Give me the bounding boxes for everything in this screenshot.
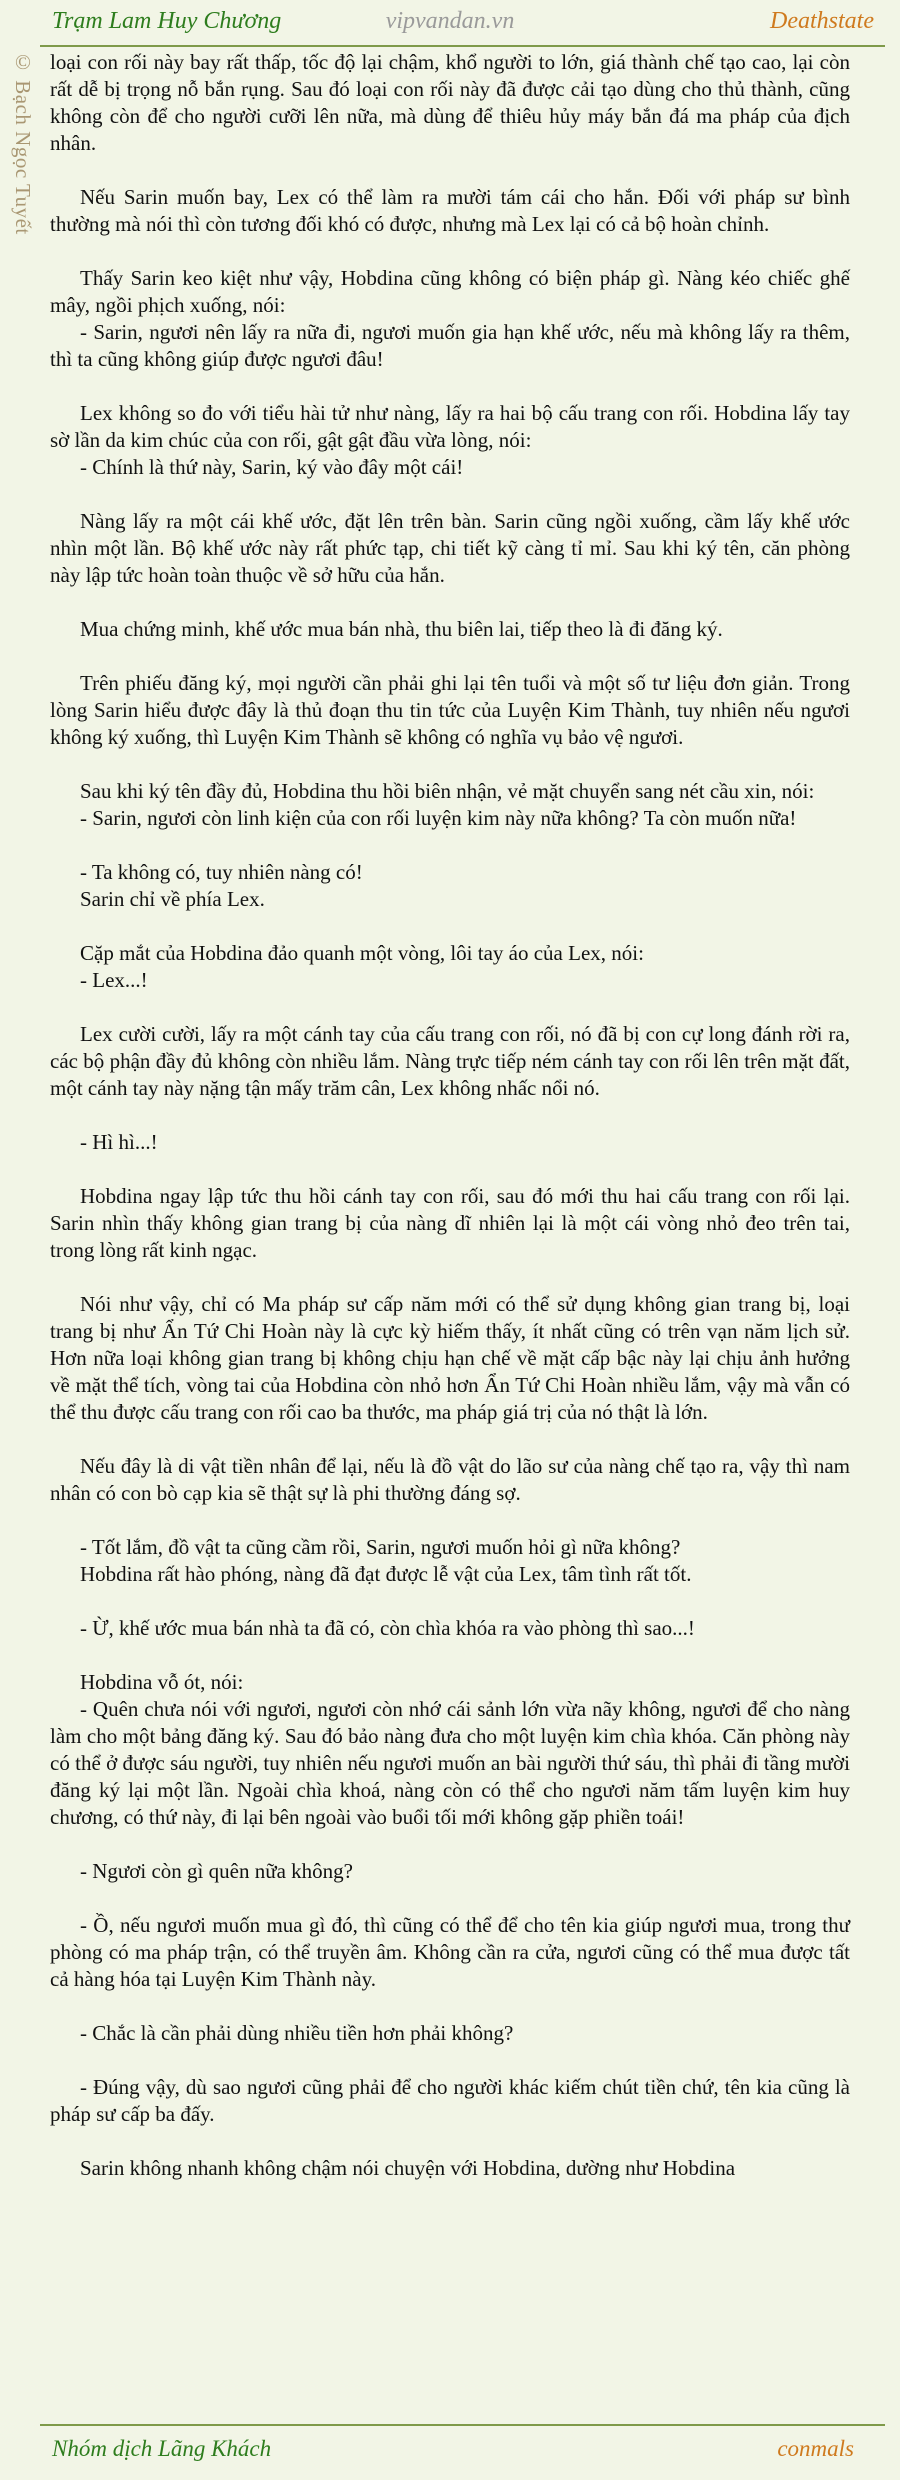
paragraph bbox=[50, 778, 850, 832]
paragraph bbox=[50, 400, 850, 481]
paragraph-line: - Hì hì...! bbox=[80, 1130, 158, 1154]
copyright-sidebar bbox=[10, 50, 36, 350]
paragraph-line: - Quên chưa nói với ngươi, ngươi còn nhớ cái sảnh lớn vừa nãy không, ngươi để cho nàng làm cho một bảng đăng ký. Sau đó bảo nàng đưa cho một luyện kim chìa khóa. Căn phòng này có thể ở được sáu người, tuy nhiên nếu ngươi muốn an bài người thứ sáu, thì phải đi tầng mười đăng ký lại một lần. Ngoài chìa khoá, nàng còn có thể cho ngươi năm tấm luyện kim huy chương, có thứ này, đi lại bên ngoài vào buổi tối mới không gặp phiền toái! bbox=[50, 1697, 850, 1829]
footer-translator-group: Nhóm dịch Lãng Khách bbox=[52, 2436, 272, 2461]
paragraph-line: - Sarin, ngươi nên lấy ra nữa đi, ngươi muốn gia hạn khế ước, nếu mà không lấy ra thêm, thì ta cũng không giúp được ngươi đâu! bbox=[50, 320, 850, 371]
paragraph-line: Thấy Sarin keo kiệt như vậy, Hobdina cũng không có biện pháp gì. Nàng kéo chiếc ghế mây, ngồi phịch xuống, nói: bbox=[50, 266, 850, 317]
paragraph bbox=[50, 508, 850, 589]
paragraph-line: - Chính là thứ này, Sarin, ký vào đây một cái! bbox=[80, 455, 464, 479]
paragraph-line: Nếu đây là di vật tiền nhân để lại, nếu là đồ vật do lão sư của nàng chế tạo ra, vậy thì nam nhân có con bò cạp kia sẽ thật sự là phi thường đáng sợ. bbox=[50, 1454, 850, 1505]
paragraph-line: Lex không so đo với tiểu hài tử như nàng, lấy ra hai bộ cấu trang con rối. Hobdina lấy tay sờ lần da kim chúc của con rối, gật gật đầu vừa lòng, nói: bbox=[50, 401, 850, 452]
paragraph-line: - Sarin, ngươi còn linh kiện của con rối luyện kim này nữa không? Ta còn muốn nữa! bbox=[80, 806, 797, 830]
paragraph bbox=[50, 1021, 850, 1102]
paragraph bbox=[50, 1129, 850, 1156]
paragraph-line: Nàng lấy ra một cái khế ước, đặt lên trên bàn. Sarin cũng ngồi xuống, cầm lấy khế ước nhìn một lần. Bộ khế ước này rất phức tạp, chi tiết kỹ càng tỉ mỉ. Sau khi ký tên, căn phòng này lập tức hoàn toàn thuộc về sở hữu của hắn. bbox=[50, 509, 850, 587]
paragraph-line: loại con rối này bay rất thấp, tốc độ lại chậm, khổ người to lớn, giá thành chế tạo cao, lại còn rất dễ bị trọng nỗ bắn rụng. Sau đó loại con rối này đã được cải tạo dùng cho thủ thành, cũng không còn để cho người cưỡi lên nữa, mà dùng để thiêu hủy máy bắn đá ma pháp của địch nhân. bbox=[50, 50, 850, 155]
header-site-name: Trạm Lam Huy Chương bbox=[52, 8, 282, 34]
chapter-body bbox=[50, 49, 850, 2209]
paragraph-line: Nói như vậy, chỉ có Ma pháp sư cấp năm mới có thể sử dụng không gian trang bị, loại trang bị như Ẩn Tứ Chi Hoàn này là cực kỳ hiếm thấy, ít nhất cũng có trên vạn năm lịch sử. Hơn nữa loại không gian trang bị không chịu hạn chế về mặt cấp bậc này lại chịu ảnh hưởng về mặt thể tích, vòng tai của Hobdina còn nhỏ hơn Ẩn Tứ Chi Hoàn nhiều lắm, vậy mà vẫn có thể thu được cấu trang con rối cao ba thước, ma pháp giá trị của nó thật là lớn. bbox=[50, 1292, 850, 1424]
paragraph bbox=[50, 1858, 850, 1885]
paragraph bbox=[50, 1912, 850, 1993]
footer-editor: conmals bbox=[777, 2436, 854, 2461]
paragraph-line: - Chắc là cần phải dùng nhiều tiền hơn phải không? bbox=[80, 2021, 514, 2045]
paragraph bbox=[50, 670, 850, 751]
paragraph bbox=[50, 859, 850, 913]
paragraph bbox=[50, 1534, 850, 1588]
copyright-watermark: © Bạch Ngọc Tuyết bbox=[11, 50, 35, 235]
paragraph-line: Trên phiếu đăng ký, mọi người cần phải ghi lại tên tuổi và một số tư liệu đơn giản. Trong lòng Sarin hiểu được đây là thủ đoạn thu tin tức của Luyện Kim Thành, tuy nhiên nếu ngươi không ký xuống, thì Luyện Kim Thành sẽ không có nghĩa vụ bảo vệ ngươi. bbox=[50, 671, 850, 749]
paragraph bbox=[50, 184, 850, 238]
paragraph-line: - Ừ, khế ước mua bán nhà ta đã có, còn chìa khóa ra vào phòng thì sao...! bbox=[80, 1616, 695, 1640]
paragraph-line: Hobdina rất hào phóng, nàng đã đạt được lễ vật của Lex, tâm tình rất tốt. bbox=[80, 1562, 692, 1586]
paragraph-line: Nếu Sarin muốn bay, Lex có thể làm ra mười tám cái cho hắn. Đối với pháp sư bình thường mà nói thì còn tương đối khó có được, nhưng mà Lex lại có cả bộ hoàn chỉnh. bbox=[50, 185, 850, 236]
paragraph-line: Sarin chỉ về phía Lex. bbox=[80, 887, 265, 911]
paragraph-line: Hobdina ngay lập tức thu hồi cánh tay con rối, sau đó mới thu hai cấu trang con rối lại. Sarin nhìn thấy không gian trang bị của nàng dĩ nhiên lại là một cái vòng nhỏ đeo trên tai, trong lòng rất kinh ngạc. bbox=[50, 1184, 850, 1262]
paragraph-line: Cặp mắt của Hobdina đảo quanh một vòng, lôi tay áo của Lex, nói: bbox=[80, 941, 644, 965]
paragraph-line: - Tốt lắm, đồ vật ta cũng cầm rồi, Sarin, ngươi muốn hỏi gì nữa không? bbox=[80, 1535, 681, 1559]
paragraph bbox=[50, 2074, 850, 2128]
page-header bbox=[0, 0, 900, 46]
paragraph-line: Sarin không nhanh không chậm nói chuyện với Hobdina, dường như Hobdina bbox=[80, 2156, 736, 2180]
paragraph bbox=[50, 940, 850, 994]
paragraph-line: - Đúng vậy, dù sao ngươi cũng phải để cho người khác kiếm chút tiền chứ, tên kia cũng là pháp sư cấp ba đấy. bbox=[50, 2075, 850, 2126]
paragraph bbox=[50, 1615, 850, 1642]
paragraph bbox=[50, 1291, 850, 1426]
paragraph-line: - Ngươi còn gì quên nữa không? bbox=[80, 1859, 353, 1883]
paragraph bbox=[50, 1669, 850, 1831]
paragraph bbox=[50, 1453, 850, 1507]
paragraph bbox=[50, 49, 850, 157]
paragraph bbox=[50, 2155, 850, 2182]
paragraph-line: - Ta không có, tuy nhiên nàng có! bbox=[80, 860, 363, 884]
paragraph-line: - Ồ, nếu ngươi muốn mua gì đó, thì cũng có thể để cho tên kia giúp ngươi mua, trong thư phòng có ma pháp trận, có thể truyền âm. Không cần ra cửa, ngươi cũng có thể mua được tất cả hàng hóa tại Luyện Kim Thành này. bbox=[50, 1913, 850, 1991]
header-divider bbox=[40, 45, 885, 47]
paragraph bbox=[50, 1183, 850, 1264]
header-author: Deathstate bbox=[770, 8, 874, 34]
paragraph-line: - Lex...! bbox=[80, 968, 148, 992]
paragraph bbox=[50, 2020, 850, 2047]
paragraph-line: Mua chứng minh, khế ước mua bán nhà, thu biên lai, tiếp theo là đi đăng ký. bbox=[80, 617, 723, 641]
paragraph bbox=[50, 265, 850, 373]
paragraph-line: Hobdina vỗ ót, nói: bbox=[80, 1670, 244, 1694]
header-domain: vipvandan.vn bbox=[385, 8, 515, 34]
footer-divider bbox=[40, 2424, 885, 2426]
paragraph-line: Sau khi ký tên đầy đủ, Hobdina thu hồi biên nhận, vẻ mặt chuyển sang nét cầu xin, nói: bbox=[80, 779, 815, 803]
paragraph bbox=[50, 616, 850, 643]
paragraph-line: Lex cười cười, lấy ra một cánh tay của cấu trang con rối, nó đã bị con cự long đánh rời ra, các bộ phận đầy đủ không còn nhiều lắm. Nàng trực tiếp ném cánh tay con rối lên trên mặt đất, một cánh tay này nặng tận mấy trăm cân, Lex không nhấc nổi nó. bbox=[50, 1022, 850, 1100]
